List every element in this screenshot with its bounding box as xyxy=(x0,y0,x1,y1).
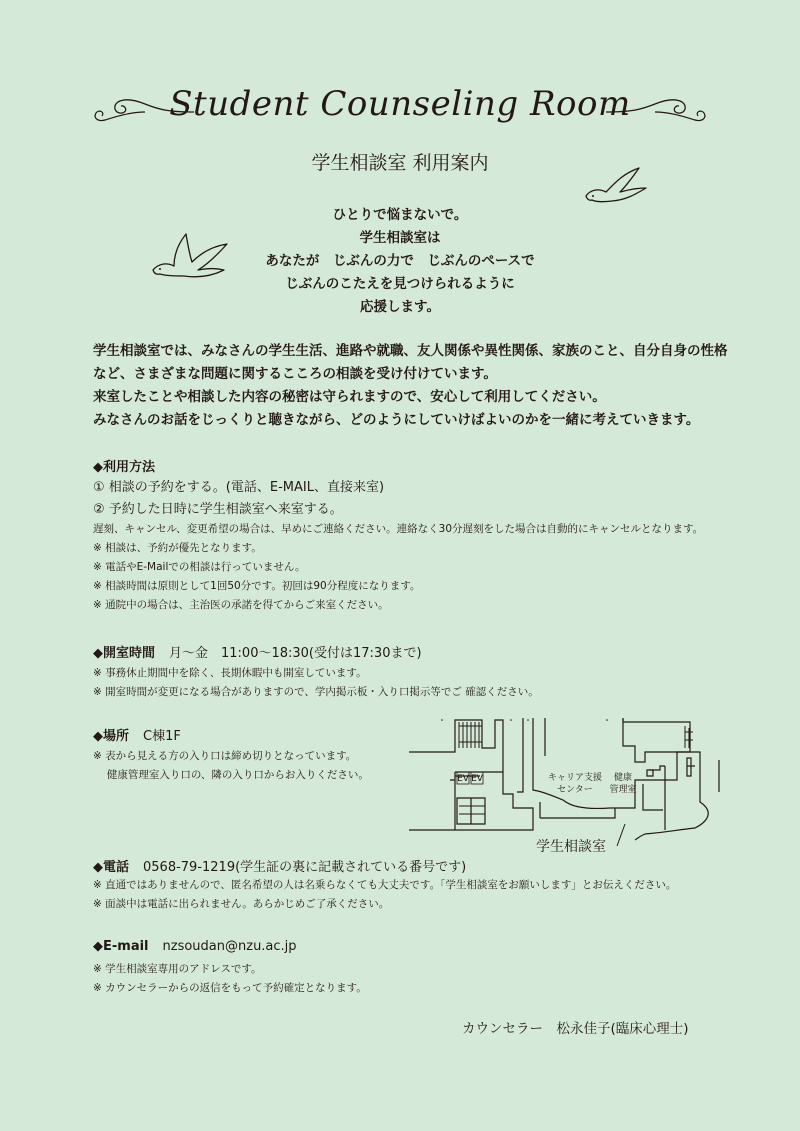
usage-section xyxy=(93,478,703,615)
intro-line: など、さまざまな問題に関するこころの相談を受け付けています。 xyxy=(93,366,497,382)
usage-note: ※ 通院中の場合は、主治医の承諾を得てからご来室ください。 xyxy=(93,599,389,611)
lead-message xyxy=(0,204,800,319)
map-career-line: センター xyxy=(557,785,593,795)
map-health-line: 管理室 xyxy=(609,785,637,795)
phone-note: ※ 面談中は電話に出られません。あらかじめご了承ください。 xyxy=(93,898,390,910)
hours-note: ※ 開室時間が変更になる場合がありますので、学内掲示板・入り口掲示等でご 確認ください。 xyxy=(93,686,539,698)
intro-line: 学生相談室では、みなさんの学生生活、進路や就職、友人関係や異性関係、家族のこと、自分自身の性格 xyxy=(93,343,728,359)
email-notes xyxy=(93,960,367,998)
page-title: Student Counseling Room xyxy=(169,84,631,124)
place-note: ※ 表から見える方の入り口は締め切りとなっています。 xyxy=(93,750,357,762)
place-note: 健康管理室入り口の、隣の入り口からお入りください。 xyxy=(93,769,369,781)
lead-line: ひとりで悩まないで。 xyxy=(332,207,468,223)
hours-heading xyxy=(93,642,422,661)
map-ev-label: EV xyxy=(471,774,483,784)
email-label: ◆E-mail xyxy=(93,939,149,954)
lead-line: 応援します。 xyxy=(360,299,440,315)
phone-label: ◆電話 xyxy=(93,860,129,875)
intro-line: 来室したことや相談した内容の秘密は守られますので、安心して利用してください。 xyxy=(93,389,606,405)
place-heading xyxy=(93,725,181,744)
phone-notes xyxy=(93,876,676,914)
usage-note: 遅刻、キャンセル、変更希望の場合は、早めにご連絡ください。連絡なく30分遅刻をした場合は自動的にキャンセルとなります。 xyxy=(93,523,704,535)
lead-line: あなたが じぶんの力で じぶんのペースで xyxy=(265,253,535,269)
lead-line: 学生相談室は xyxy=(359,230,441,246)
hours-value: 月～金 11:00～18:30(受付は17:30まで) xyxy=(169,646,422,661)
phone-heading xyxy=(93,856,466,875)
email-heading xyxy=(93,939,297,954)
place-label: ◆場所 xyxy=(93,729,129,744)
map-counseling-room-label: 学生相談室 xyxy=(536,839,606,855)
phone-note: ※ 直通ではありませんので、匿名希望の人は名乗らなくても大丈夫です。「学生相談室をお願いします」とお伝えください。 xyxy=(93,879,677,891)
place-value: C棟1F xyxy=(143,729,181,744)
usage-step: ① 相談の予約をする。(電話、E-MAIL、直接来室) xyxy=(93,480,385,495)
hours-note: ※ 事務休止期間中を除く、長期休暇中も開室しています。 xyxy=(93,667,367,679)
email-note: ※ 学生相談室専用のアドレスです。 xyxy=(93,963,262,975)
phone-value: 0568-79-1219(学生証の裏に記載されている番号です) xyxy=(143,860,467,875)
map-health-line: 健康 xyxy=(613,773,632,783)
intro-line: みなさんのお話をじっくりと聴きながら、どのようにしていけばよいのかを一緒に考えていきます。 xyxy=(93,412,700,428)
email-address[interactable]: nzsoudan@nzu.ac.jp xyxy=(162,939,297,954)
map-health-room-label xyxy=(603,772,643,796)
map-career-center-label xyxy=(540,772,610,796)
place-notes xyxy=(93,747,369,785)
intro-paragraph xyxy=(93,340,733,432)
usage-note: ※ 電話やE-Mailでの相談は行っていません。 xyxy=(93,561,306,573)
hours-notes xyxy=(93,664,539,702)
lead-line: じぶんのこたえを見つけられるように xyxy=(285,276,515,292)
usage-note: ※ 相談は、予約が優先となります。 xyxy=(93,542,262,554)
usage-heading: ◆利用方法 xyxy=(93,460,155,475)
email-note: ※ カウンセラーからの返信をもって予約確定となります。 xyxy=(93,982,367,994)
map-career-line: キャリア支援 xyxy=(547,773,602,783)
usage-step: ② 予約した日時に学生相談室へ来室する。 xyxy=(93,502,343,517)
bird-icon xyxy=(584,166,649,206)
page-subtitle: 学生相談室 利用案内 xyxy=(311,152,489,174)
usage-note: ※ 相談時間は原則として1回50分です。初回は90分程度になります。 xyxy=(93,580,421,592)
map-ev-label: EV xyxy=(457,774,469,784)
hours-label: ◆開室時間 xyxy=(93,646,155,661)
counselor-name: カウンセラー 松永佳子(臨床心理士) xyxy=(462,1021,689,1037)
